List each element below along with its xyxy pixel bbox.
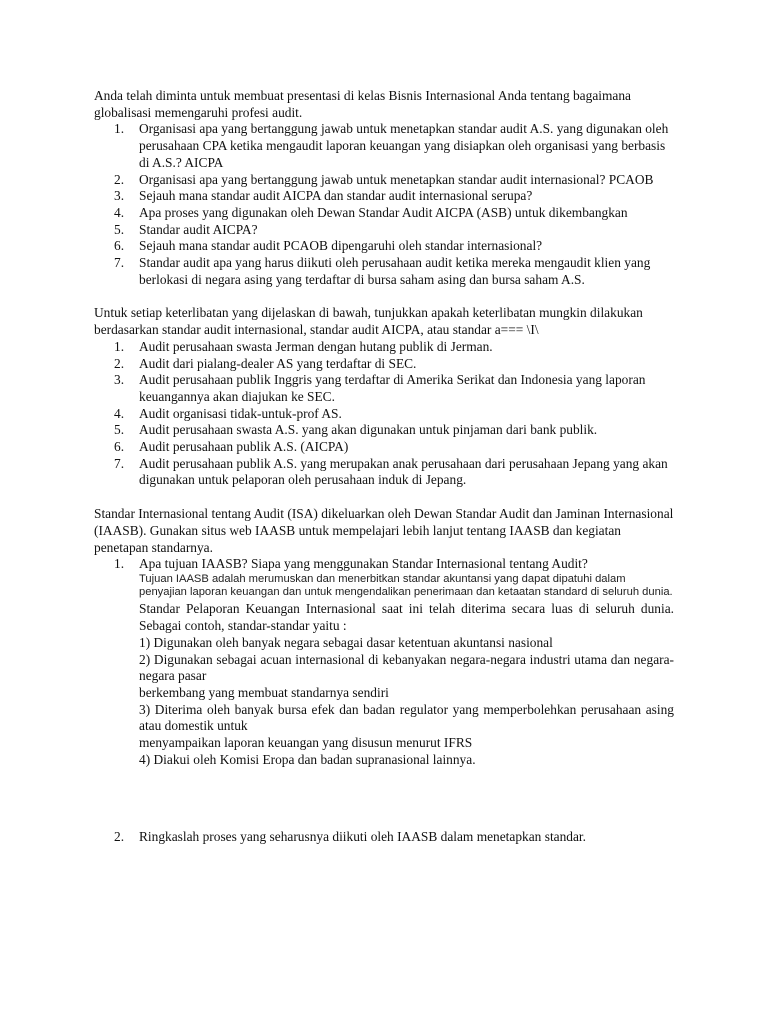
answer-line: 1) Digunakan oleh banyak negara sebagai dasar ketentuan akuntansi nasional — [139, 634, 553, 650]
list-item: 4. Apa proses yang digunakan oleh Dewan Standar Audit AICPA (ASB) untuk dikembangkan — [114, 204, 628, 220]
answer-line: berkembang yang membuat standarnya sendiri — [139, 684, 389, 700]
list-item: 4. Audit organisasi tidak-untuk-prof AS. — [114, 405, 342, 421]
list-item: 3. Audit perusahaan publik Inggris yang terdaftar di Amerika Serikat dan Indonesia yang laporan keuangannya akan diajukan ke SEC. — [114, 372, 646, 404]
list-item: 2. Audit dari pialang-dealer AS yang terdaftar di SEC. — [114, 355, 417, 371]
answer-note: Tujuan IAASB adalah merumuskan dan menerbitkan standar akuntansi yang dapat dipatuhi dalam penyajian laporan keuangan dan untuk mengendalikan penerimaan dan ketaatan standard di seluruh dunia. — [139, 572, 673, 599]
answer-line: 2) Digunakan sebagai acuan internasional di kebanyakan negara-negara industri utama dan negara-negara pasar — [139, 651, 674, 684]
list-item: 2. Organisasi apa yang bertanggung jawab untuk menetapkan standar audit internasional? PCAOB — [114, 171, 654, 187]
intro-paragraph: Anda telah diminta untuk membuat presentasi di kelas Bisnis Internasional Anda tentang bagaimana globalisasi memengaruhi profesi audit. — [94, 88, 631, 120]
list-item: 6. Audit perusahaan publik A.S. (AICPA) — [114, 439, 349, 455]
list-item: 5. Standar audit AICPA? — [114, 221, 258, 237]
list-item: 3. Sejauh mana standar audit AICPA dan standar audit internasional serupa? — [114, 188, 533, 204]
engagement-paragraph: Untuk setiap keterlibatan yang dijelaskan di bawah, tunjukkan apakah keterlibatan mungkin dilakukan berdasarkan standar audit internasional, standar audit AICPA, atau standar a=== \I\ — [94, 305, 643, 338]
list-item: 1. Audit perusahaan swasta Jerman dengan hutang publik di Jerman. — [114, 338, 493, 354]
iaasb-question-list — [94, 556, 674, 846]
list-item: 1. Apa tujuan IAASB? Siapa yang menggunakan Standar Internasional tentang Audit? Tujuan IAASB adalah merumuskan dan menerbitkan standar akuntansi yang dapat dipatuhi dalam penyajian laporan keuangan dan untuk mengendalikan penerimaan dan ketaatan standard di seluruh dunia. Standar Pelaporan Keuangan Internasional saat ini telah diterima secara luas di seluruh dunia. Sebagai contoh, standar-standar yaitu : 1) Digunakan oleh banyak negara sebagai dasar ketentuan akuntansi nasional 2) Digunakan sebagai acuan internasional di kebanyakan negara-negara industri utama dan negara-negara pasar berkembang yang membuat standarnya sendiri 3) Diterima oleh banyak bursa efek dan badan regulator yang memperbolehkan perusahaan asing atau domestik untuk menyampaikan laporan keuangan yang disusun menurut IFRS 4) Diakui oleh Komisi Eropa dan badan supranasional lainnya. — [114, 556, 674, 767]
answer-line: Standar Pelaporan Keuangan Internasional saat ini telah diterima secara luas di seluruh dunia. Sebagai contoh, standar-standar yaitu : — [139, 601, 674, 634]
answer-line: 4) Diakui oleh Komisi Eropa dan badan supranasional lainnya. — [139, 751, 476, 767]
answer-line: menyampaikan laporan keuangan yang disusun menurut IFRS — [139, 735, 473, 751]
question-text: Apa tujuan IAASB? Siapa yang menggunakan Standar Internasional tentang Audit? — [139, 556, 588, 572]
list-item: 6. Sejauh mana standar audit PCAOB dipengaruhi oleh standar internasional? — [114, 238, 543, 254]
engagement-list — [94, 339, 674, 489]
list-item: 7. Standar audit apa yang harus diikuti oleh perusahaan audit ketika mereka mengaudit klien yang berlokasi di negara asing yang terdaftar di bursa saham asing dan bursa saham A.S. — [114, 255, 651, 287]
list-item: 2. Ringkaslah proses yang seharusnya diikuti oleh IAASB dalam menetapkan standar. — [114, 829, 587, 845]
isa-paragraph: Standar Internasional tentang Audit (ISA) dikeluarkan oleh Dewan Standar Audit dan Jaminan Internasional (IAASB). Gunakan situs web IAASB untuk mempelajari lebih lanjut tentang IAASB dan kegiatan penetapan standarnya. — [94, 506, 674, 555]
list-item: 7. Audit perusahaan publik A.S. yang merupakan anak perusahaan dari perusahaan Jepang yang akan digunakan untuk pelaporan oleh perusahaan induk di Jepang. — [114, 455, 668, 488]
question-text: Ringkaslah proses yang seharusnya diikuti oleh IAASB dalam menetapkan standar. — [139, 829, 587, 845]
document-body — [94, 88, 674, 846]
list-item: 5. Audit perusahaan swasta A.S. yang akan digunakan untuk pinjaman dari bank publik. — [114, 422, 598, 438]
answer-line: 3) Diterima oleh banyak bursa efek dan badan regulator yang memperbolehkan perusahaan asing atau domestik untuk — [139, 701, 674, 734]
list-item: 1. Organisasi apa yang bertanggung jawab untuk menetapkan standar audit A.S. yang digunakan oleh perusahaan CPA ketika mengaudit laporan keuangan yang disiapkan oleh organisasi yang berbasis di A.S.? AICPA — [114, 121, 669, 170]
question-list-1 — [94, 121, 674, 288]
